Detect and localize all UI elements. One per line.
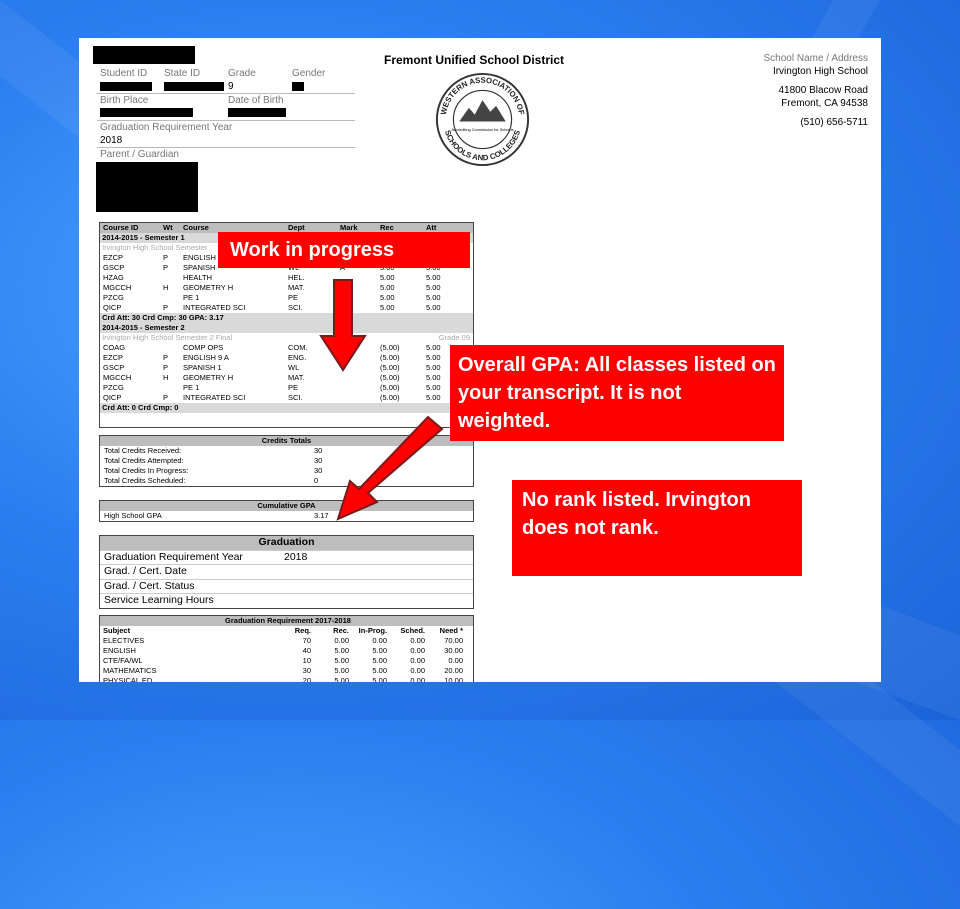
cell: ENGLISH: [183, 253, 216, 262]
district-title: Fremont Unified School District: [384, 53, 565, 67]
work-in-progress-label: Work in progress: [218, 232, 470, 268]
redacted-birth-place: [100, 108, 193, 117]
cell: 5.00: [426, 283, 441, 292]
cell: WL: [288, 363, 300, 372]
down-arrow-icon: [318, 278, 368, 374]
cell: COM.: [288, 343, 308, 352]
cell: Course ID: [103, 223, 139, 232]
cell: (5.00): [380, 383, 400, 392]
graduation-label: Grad. / Cert. Status: [104, 579, 195, 592]
cell: H: [163, 373, 169, 382]
cell: 5.00: [380, 283, 395, 292]
cell: GSCP: [103, 363, 125, 372]
cell: 5.00: [426, 303, 441, 312]
course-row: [100, 303, 473, 313]
cell: Course: [183, 223, 209, 232]
gender-label: Gender: [292, 68, 326, 79]
birth-place-label: Birth Place: [100, 95, 149, 106]
graduation-value: 2018: [284, 550, 308, 563]
credits-label: Total Credits Received:: [104, 446, 182, 455]
cell: MAT.: [288, 283, 305, 292]
course-row: [100, 293, 473, 303]
requirement-subject: CTE/FA/WL: [103, 656, 143, 665]
requirement-cell: 5.00: [372, 656, 387, 665]
credits-value: 30: [314, 466, 323, 475]
requirement-cell: 0.00: [372, 636, 387, 645]
requirement-cell: 70.00: [444, 636, 463, 645]
requirement-cell: 70: [302, 636, 311, 645]
course-row: [100, 373, 473, 383]
requirement-subject: Subject: [103, 626, 131, 635]
grade-value: 9: [228, 81, 234, 92]
cell: PZCG: [103, 383, 124, 392]
cell: Wt: [163, 223, 173, 232]
requirement-cell: 0.00: [410, 636, 425, 645]
credits-label: Total Credits In Progress:: [104, 466, 189, 475]
state-id-label: State ID: [164, 68, 201, 79]
cell: 5.00: [426, 363, 441, 372]
school-name: Irvington High School: [772, 66, 868, 77]
requirement-cell: 10.00: [444, 676, 463, 682]
cell: [340, 393, 380, 403]
requirement-row: [100, 666, 473, 676]
cell: Rec: [380, 223, 394, 232]
requirement-cell: 0.00: [448, 656, 463, 665]
cell: HEALTH: [183, 273, 213, 282]
requirement-row: [100, 636, 473, 646]
credits-value: 0: [314, 476, 319, 485]
guardian-label: Parent / Guardian: [100, 149, 179, 160]
cell: [163, 383, 183, 393]
cell: QICP: [103, 393, 122, 402]
cell: INTEGRATED SCI: [183, 393, 246, 402]
cell: Att: [426, 223, 437, 232]
requirement-cell: 40: [302, 646, 311, 655]
redacted-guardian: [96, 162, 198, 212]
cell: P: [163, 363, 169, 372]
requirement-cell: 20: [302, 676, 311, 682]
graduation-row: [100, 550, 473, 565]
semester-summary: Crd Att: 0 Crd Cmp: 0: [100, 403, 473, 413]
requirement-subject: MATHEMATICS: [103, 666, 157, 675]
requirement-subject: PHYSICAL ED: [103, 676, 153, 682]
svg-text:Accrediting Commission for Sch: Accrediting Commission for Schools: [451, 127, 514, 133]
graduation-row: [100, 593, 473, 608]
requirement-cell: 5.00: [372, 646, 387, 655]
requirement-cell: 0.00: [410, 646, 425, 655]
requirement-cell: 30: [302, 666, 311, 675]
cell: (5.00): [380, 353, 400, 362]
credits-value: 30: [314, 446, 323, 455]
requirement-cell: 5.00: [334, 676, 349, 682]
requirement-cell: Req.: [294, 626, 311, 635]
cell: Mark: [340, 223, 358, 232]
grade-label: Grade: [228, 68, 256, 79]
address-line-2: Fremont, CA 94538: [781, 98, 868, 109]
cell: EZCP: [103, 253, 124, 262]
course-row: [100, 273, 473, 283]
requirement-cell: 0.00: [410, 676, 425, 682]
graduation-table: [99, 535, 474, 609]
cell: ENGLISH 9 A: [183, 353, 229, 362]
cell: (5.00): [380, 393, 400, 402]
semester-grade: Grade 09: [438, 333, 470, 342]
requirement-cell: 0.00: [334, 636, 349, 645]
semester-summary: Crd Att: 30 Crd Cmp: 30 GPA: 3.17: [100, 313, 473, 323]
cell: H: [163, 283, 169, 292]
overall-gpa-note: Overall GPA: All classes listed on your transcript. It is not weighted.: [450, 345, 784, 441]
cell: MGCCH: [103, 373, 132, 382]
requirement-title: Graduation Requirement 2017-2018: [100, 616, 473, 626]
requirement-cell: Sched.: [400, 626, 425, 635]
cell: HEL.: [288, 273, 305, 282]
requirement-cell: 10: [302, 656, 311, 665]
requirement-cell: In-Prog.: [358, 626, 387, 635]
graduation-label: Service Learning Hours: [104, 594, 214, 606]
cell: SPANISH 1: [183, 363, 222, 372]
cell: INTEGRATED SCI: [183, 303, 246, 312]
course-row: [100, 343, 473, 353]
cell: [340, 383, 380, 393]
cell: MGCCH: [103, 283, 132, 292]
address-line-1: 41800 Blacow Road: [778, 85, 868, 96]
semester-subheading: Irvington High School Semester: [100, 243, 208, 252]
cell: ENG.: [288, 353, 307, 362]
cell: [163, 273, 183, 283]
requirement-cell: 0.00: [410, 656, 425, 665]
requirement-row: [100, 676, 473, 682]
cell: GSCP: [103, 263, 125, 272]
cell: HZAG: [103, 273, 124, 282]
school-label: School Name / Address: [763, 53, 868, 64]
cell: (5.00): [380, 363, 400, 372]
credits-label: Total Credits Attempted:: [104, 456, 184, 465]
student-id-label: Student ID: [100, 68, 148, 79]
cell: COMP OPS: [183, 343, 224, 352]
cell: SCI.: [288, 393, 303, 402]
requirement-header-row: [100, 626, 473, 636]
grad-year-value: 2018: [100, 135, 123, 146]
credits-title: Credits Totals: [100, 436, 473, 446]
requirement-subject: ENGLISH: [103, 646, 136, 655]
requirement-cell: 5.00: [334, 666, 349, 675]
no-rank-note: No rank listed. Irvington does not rank.: [512, 480, 802, 576]
redacted-gender: [292, 82, 304, 91]
course-row: [100, 283, 473, 293]
requirement-cell: 5.00: [372, 676, 387, 682]
cell: 5.00: [426, 273, 441, 282]
requirement-cell: Need *: [439, 626, 463, 635]
cell: 5.00: [426, 373, 441, 382]
semester-heading: 2014-2015 - Semester 1: [100, 233, 473, 243]
cell: 5.00: [426, 393, 441, 402]
cell: SPANISH: [183, 263, 216, 272]
cell: 5.00: [426, 293, 441, 302]
gpa-label: High School GPA: [104, 511, 162, 520]
graduation-title: Graduation: [100, 536, 473, 550]
cell: SCI.: [288, 303, 303, 312]
cell: (5.00): [380, 373, 400, 382]
cell: PZCG: [103, 293, 124, 302]
cell: 5.00: [426, 343, 441, 352]
svg-text:SCHOOLS AND COLLEGES: SCHOOLS AND COLLEGES: [442, 129, 523, 163]
credits-label: Total Credits Scheduled:: [104, 476, 186, 485]
redacted-student-id: [100, 82, 152, 91]
cell: 5.00: [426, 383, 441, 392]
cell: PE 1: [183, 293, 200, 302]
gpa-title: Cumulative GPA: [100, 501, 473, 511]
course-row: [100, 393, 473, 403]
requirement-row: [100, 656, 473, 666]
dob-label: Date of Birth: [228, 95, 284, 106]
cell: MAT.: [288, 373, 305, 382]
svg-text:WESTERN ASSOCIATION OF: WESTERN ASSOCIATION OF: [438, 75, 527, 116]
cell: GEOMETRY H: [183, 283, 234, 292]
cell: PE: [288, 293, 299, 302]
cell: P: [163, 263, 169, 272]
graduation-label: Grad. / Cert. Date: [104, 565, 187, 577]
wasc-seal-logo: [434, 71, 531, 168]
course-row: [100, 353, 473, 363]
school-phone: (510) 656-5711: [800, 117, 868, 128]
cell: 5.00: [380, 293, 395, 302]
semester-heading: 2014-2015 - Semester 2: [100, 323, 473, 333]
cell: GEOMETRY H: [183, 373, 234, 382]
requirement-cell: 0.00: [410, 666, 425, 675]
cell: (5.00): [380, 343, 400, 352]
graduation-requirement-table: [99, 615, 474, 682]
cell: PE 1: [183, 383, 200, 392]
requirement-cell: Rec.: [333, 626, 349, 635]
cell: 5.00: [380, 303, 395, 312]
cell: [340, 373, 380, 383]
redacted-dob: [228, 108, 286, 117]
grad-year-label: Graduation Requirement Year: [100, 122, 233, 133]
cell: [163, 343, 183, 353]
cell: P: [163, 253, 169, 262]
requirement-cell: 30.00: [444, 646, 463, 655]
semester-subheading: Irvington High School Semester 2 Final Grade 09: [100, 333, 473, 343]
gpa-value: 3.17: [314, 511, 329, 520]
cell: EZCP: [103, 353, 124, 362]
credits-value: 30: [314, 456, 323, 465]
diagonal-arrow-icon: [330, 415, 450, 525]
requirement-cell: 5.00: [334, 656, 349, 665]
requirement-cell: 5.00: [372, 666, 387, 675]
requirement-subject: ELECTIVES: [103, 636, 145, 645]
cell: P: [163, 393, 169, 402]
cell: 5.00: [380, 273, 395, 282]
graduation-label: Graduation Requirement Year: [104, 550, 243, 563]
requirement-cell: 5.00: [334, 646, 349, 655]
graduation-row: [100, 579, 473, 594]
graduation-row: [100, 564, 473, 579]
cell: [163, 293, 183, 303]
course-row: [100, 363, 473, 373]
cell: 5.00: [426, 353, 441, 362]
school-address-block: [764, 52, 869, 129]
redacted-name: [93, 46, 195, 64]
requirement-row: [100, 646, 473, 656]
requirement-cell: 20.00: [444, 666, 463, 675]
cell: COAG: [103, 343, 126, 352]
cell: P: [163, 303, 169, 312]
cell: Dept: [288, 223, 305, 232]
cell: QICP: [103, 303, 122, 312]
course-row: [100, 383, 473, 393]
cell: PE: [288, 383, 299, 392]
cell: P: [163, 353, 169, 362]
redacted-state-id: [164, 82, 224, 91]
